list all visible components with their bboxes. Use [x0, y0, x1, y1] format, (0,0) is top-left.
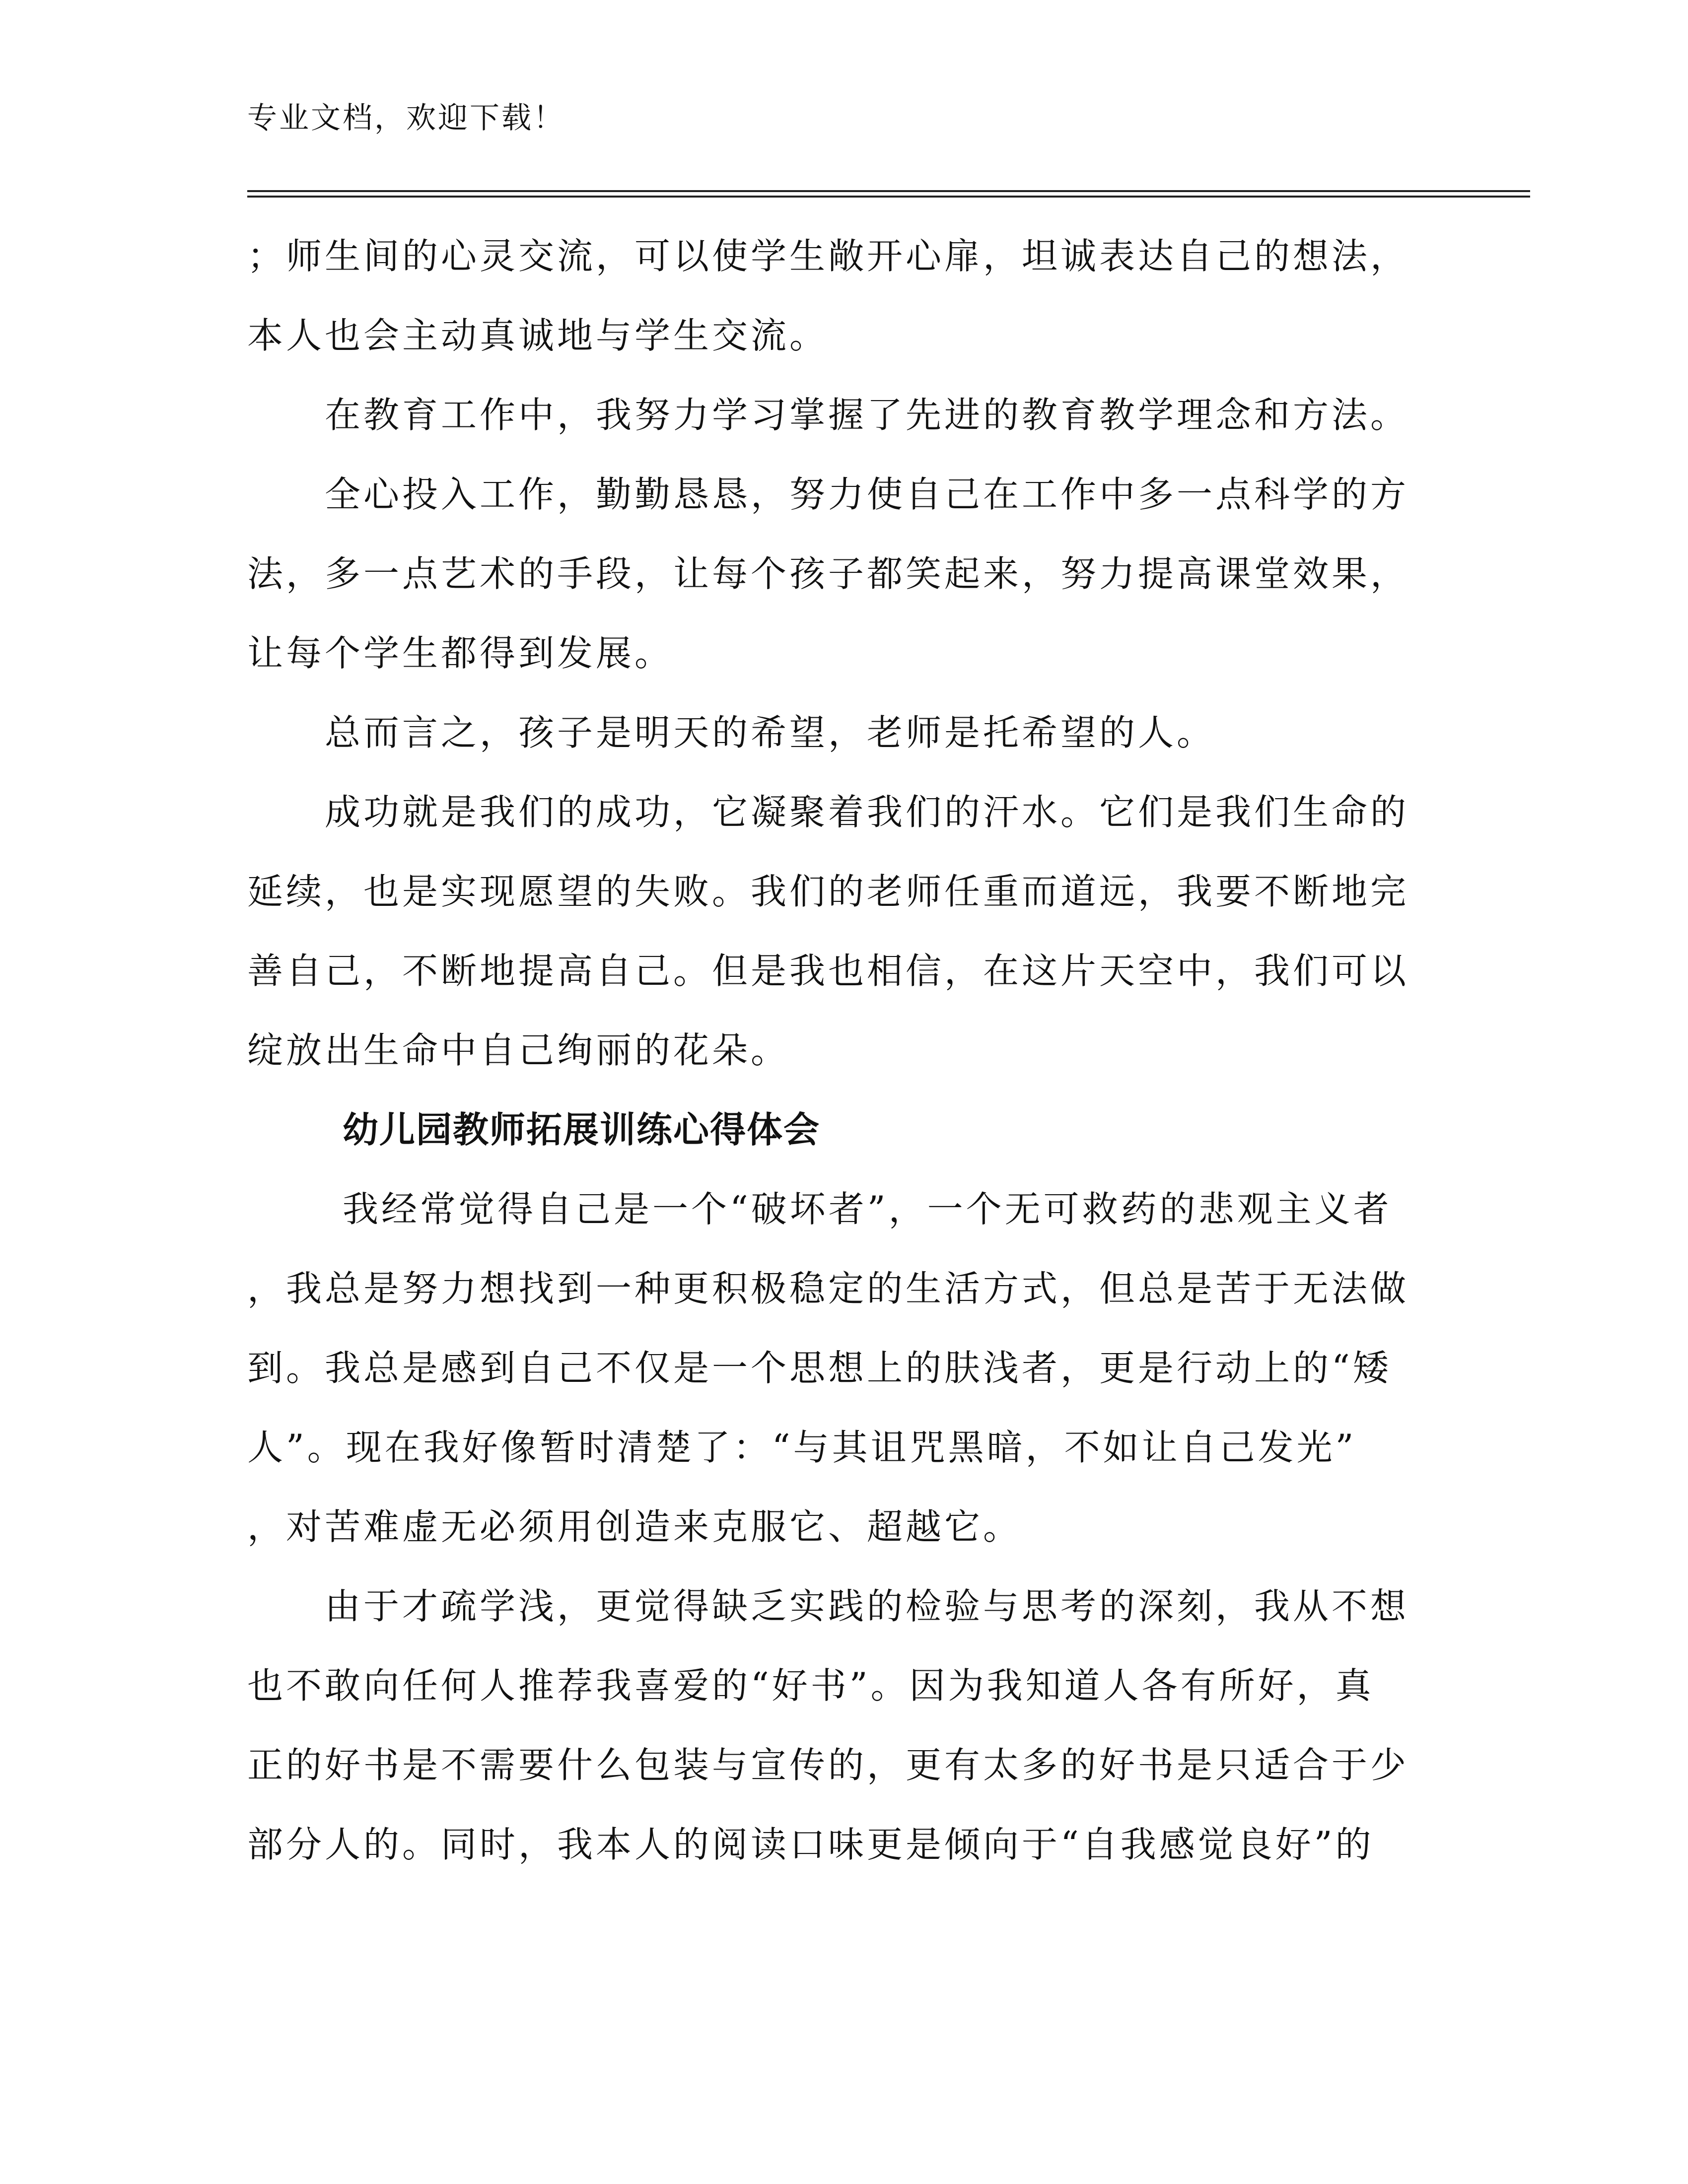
paragraph-line: 全心投入工作，勤勤恳恳，努力使自己在工作中多一点科学的方: [325, 474, 1409, 515]
paragraph-line: 总而言之，孩子是明天的希望，老师是托希望的人。: [325, 712, 1216, 753]
paragraph-line: ，对苦难虚无必须用创造来克服它、超越它。: [247, 1506, 1022, 1548]
header-rule: [247, 196, 1530, 198]
paragraph-line: ；师生间的心灵交流，可以使学生敞开心扉，坦诚表达自己的想法，: [247, 235, 1409, 277]
paragraph-line: 到。我总是感到自己不仅是一个思想上的肤浅者，更是行动上的“矮: [247, 1347, 1392, 1389]
paragraph-line: 绽放出生命中自己绚丽的花朵。: [247, 1029, 790, 1071]
paragraph-line: 也不敢向任何人推荐我喜爱的“好书”。因为我知道人各有所好，真: [247, 1665, 1374, 1706]
paragraph-line: 在教育工作中，我努力学习掌握了先进的教育教学理念和方法。: [325, 394, 1409, 436]
paragraph-line: 让每个学生都得到发展。: [247, 632, 674, 674]
paragraph-line: 法，多一点艺术的手段，让每个孩子都笑起来，努力提高课堂效果，: [247, 553, 1409, 595]
paragraph-line: 本人也会主动真诚地与学生交流。: [247, 315, 829, 356]
section-title: 幼儿园教师拓展训练心得体会: [343, 1109, 821, 1151]
paragraph-line: 人”。现在我好像暂时清楚了：“与其诅咒黑暗，不如让自己发光”: [247, 1427, 1357, 1468]
paragraph-line: 我经常觉得自己是一个“破坏者”，一个无可救药的悲观主义者: [343, 1188, 1392, 1230]
paragraph-line: 正的好书是不需要什么包装与宣传的，更有太多的好书是只适合于少: [247, 1744, 1409, 1786]
paragraph-line: 部分人的。同时，我本人的阅读口味更是倾向于“自我感觉良好”的: [247, 1824, 1374, 1865]
header-rule: [247, 190, 1530, 192]
paragraph-line: 善自己，不断地提高自己。但是我也相信，在这片天空中，我们可以: [247, 950, 1409, 992]
paragraph-line: ，我总是努力想找到一种更积极稳定的生活方式，但总是苦于无法做: [247, 1268, 1409, 1309]
page-header: 专业文档，欢迎下载！: [247, 101, 565, 136]
paragraph-line: 延续，也是实现愿望的失败。我们的老师任重而道远，我要不断地完: [247, 871, 1409, 912]
paragraph-line: 由于才疏学浅，更觉得缺乏实践的检验与思考的深刻，我从不想: [325, 1585, 1409, 1627]
paragraph-line: 成功就是我们的成功，它凝聚着我们的汗水。它们是我们生命的: [325, 791, 1409, 833]
